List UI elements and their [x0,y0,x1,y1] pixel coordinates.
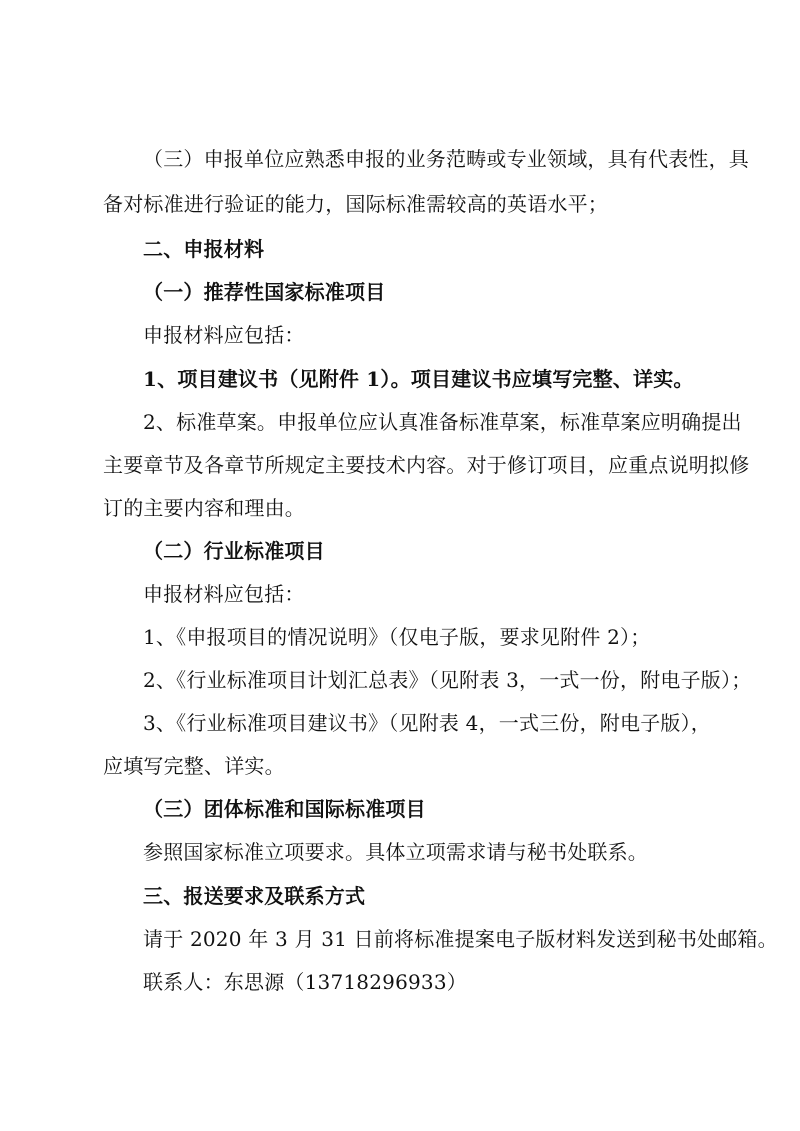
list-item: 1、项目建议书（见附件 1）。项目建议书应填写完整、详实。 [143,367,694,391]
paragraph-line: （三）申报单位应熟悉申报的业务范畴或专业领域，具有代表性，具 [143,147,749,171]
paragraph-line: 备对标准进行验证的能力，国际标准需较高的英语水平； [103,192,608,216]
paragraph-line: 订的主要内容和理由。 [103,496,305,520]
list-item: 2、标准草案。申报单位应认真准备标准草案，标准草案应明确提出 [143,410,742,434]
subsection-heading: （二）行业标准项目 [143,539,325,563]
paragraph-line: 请于 2020 年 3 月 31 日前将标准提案电子版材料发送到秘书处邮箱。 [143,927,778,951]
contact-line: 联系人：东思源（13718296933） [143,970,467,994]
list-item: 1、《申报项目的情况说明》（仅电子版，要求见附件 2）； [143,625,651,649]
list-item: 2、《行业标准项目计划汇总表》（见附表 3，一式一份，附电子版）； [143,668,752,692]
subsection-heading: （三）团体标准和国际标准项目 [143,797,426,821]
paragraph-line: 应填写完整、详实。 [103,754,285,778]
list-item: 3、《行业标准项目建议书》（见附表 4，一式三份，附电子版）， [143,711,712,735]
section-heading: 三、报送要求及联系方式 [143,884,366,908]
section-heading: 二、申报材料 [143,237,265,261]
paragraph-line: 申报材料应包括： [143,323,305,347]
paragraph-line: 申报材料应包括： [143,582,305,606]
subsection-heading: （一）推荐性国家标准项目 [143,280,386,304]
paragraph-line: 主要章节及各章节所规定主要技术内容。对于修订项目，应重点说明拟修 [103,453,750,477]
paragraph-line: 参照国家标准立项要求。具体立项需求请与秘书处联系。 [143,840,648,864]
